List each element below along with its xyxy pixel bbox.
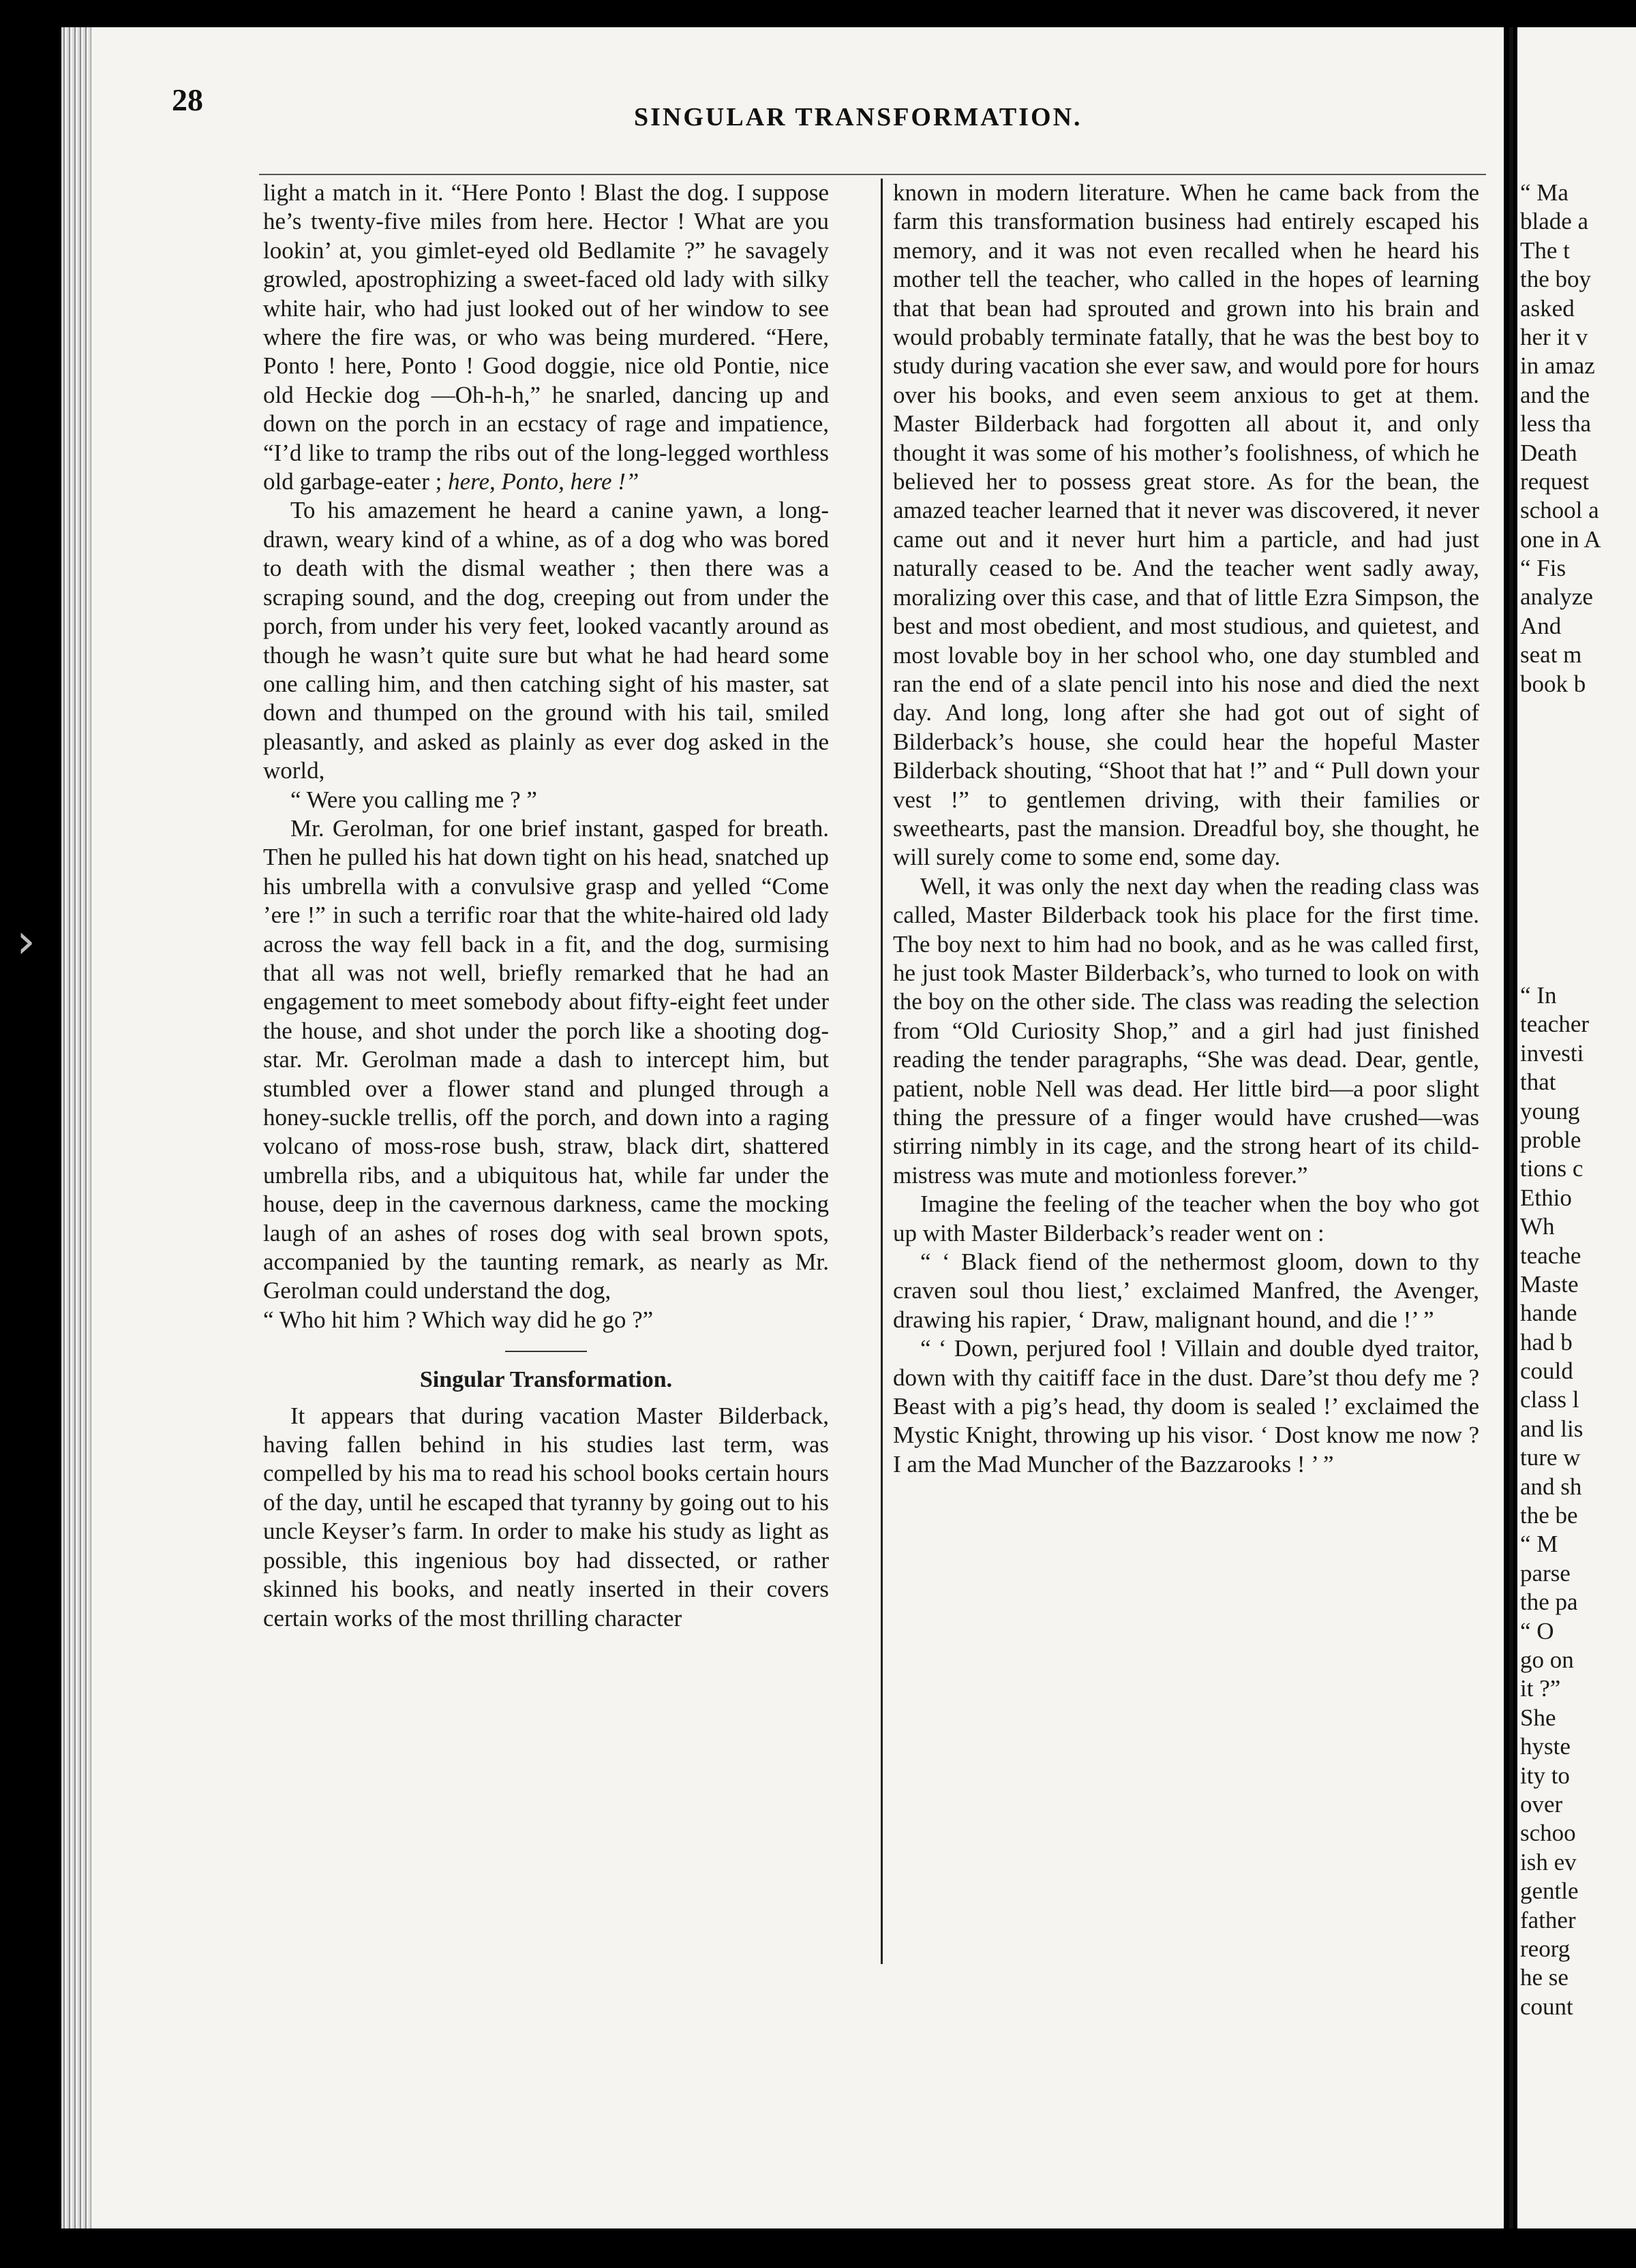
book-page-edges (61, 27, 91, 2228)
adjacent-page-fragments-top (1520, 179, 1636, 699)
column-divider (881, 179, 883, 1964)
adjacent-page-line: request (1520, 468, 1590, 495)
adjacent-page-line: and sh (1520, 1473, 1582, 1500)
adjacent-page-line: teacher (1520, 1011, 1590, 1038)
adjacent-page-line: “ O (1520, 1617, 1554, 1644)
adjacent-page-line: had b (1520, 1328, 1573, 1355)
adjacent-page-line: investi (1520, 1039, 1584, 1067)
adjacent-page-line: teache (1520, 1242, 1581, 1269)
text-column-left (263, 179, 829, 1633)
adjacent-page (1517, 27, 1636, 2228)
adjacent-page-line: less tha (1520, 410, 1592, 438)
adjacent-page-line: hande (1520, 1300, 1577, 1327)
adjacent-page-line: he se (1520, 1964, 1569, 1991)
adjacent-page-line: Ethio (1520, 1184, 1572, 1211)
paragraph-text: light a match in it. “Here Ponto ! Blast the dog. I suppose he’s twenty-five miles from here. Hector ! What are you lookin’ at, you gimlet-eyed old Bedlamite ?” he savagely growled, apostrophizing a sweet-faced old lady with silky white hair, who had just looked out of her window to see where the fire was, or who was being murdered. “Here, Ponto ! here, Ponto ! Good doggie, nice old Pontie, nice old Heckie dog —Oh-h-h,” he snarled, dancing up and down on the porch in an ecstacy of rage and impatience, “I’d like to tramp the ribs out of the long-legged worthless old garbage-eater ; (263, 179, 829, 495)
paragraph: To his amazement he heard a canine yawn, a long-drawn, weary kind of a whine, as of a dog who was bored to death with the dismal weather ; then there was a scraping sound, and the dog, creeping out from under the porch, from under his very feet, looked vacantly around as though he wasn’t quite sure but what he had heard some one calling him, and then catching sight of his master, sat down and thumped on the ground with his tail, smiled pleasantly, and asked as plainly as ever dog asked in the world, (263, 497, 829, 784)
paragraph: Imagine the feeling of the teacher when the boy who got up with Master Bilderback’s reader went on : (893, 1191, 1479, 1246)
section-title: Singular Transformation. (263, 1351, 829, 1394)
adjacent-page-line: young (1520, 1097, 1580, 1124)
adjacent-page-line: parse (1520, 1559, 1571, 1587)
adjacent-page-line: Death (1520, 439, 1577, 466)
adjacent-page-line: seat m (1520, 641, 1582, 669)
adjacent-page-line: the pa (1520, 1589, 1578, 1616)
adjacent-page-line: that (1520, 1069, 1556, 1096)
paragraph: “ Who hit him ? Which way did he go ?” (263, 1306, 654, 1333)
adjacent-page-line: could (1520, 1358, 1573, 1385)
paragraph: “ ‘ Down, perjured fool ! Villain and double dyed traitor, down with thy caitiff face in the dust. Dare’st thou defy me ? Beast with a pig’s head, thy doom is sealed !’ exclaimed the Mystic Knight, throwing up his visor. ‘ Dost know me now ? I am the Mad Muncher of the Bazzarooks ! ’ ” (893, 1335, 1479, 1477)
paragraph (263, 179, 829, 496)
adjacent-page-line: asked (1520, 294, 1575, 322)
paragraph: Mr. Gerolman, for one brief instant, gasped for breath. Then he pulled his hat down tight on his head, snatched up his umbrella with a convulsive grasp and yelled “Come ’ere !” in such a terrific roar that the white-haired old lady across the way fell back in a fit, and the dog, surmising that all was not well, briefly remarked that he had an engagement to meet somebody about fifty-eight feet under the house, and shot under the porch like a shooting dog-star. Mr. Gerolman made a dash to intercept him, but stumbled over a flower stand and plunged through a honey-suckle trellis, off the porch, and down into a raging volcano of moss-rose bush, straw, black dirt, shattered umbrella ribs, and a ubiquitous hat, while far under the house, deep in the cavernous darkness, came the mocking laugh of an ashes of roses dog with seal brown spots, accompanied by the taunting remark, as nearly as Mr. Gerolman could understand the dog, (263, 814, 829, 1304)
adjacent-page-line: blade a (1520, 208, 1589, 235)
adjacent-page-line: over (1520, 1790, 1563, 1818)
adjacent-page-line: ish ev (1520, 1848, 1577, 1875)
adjacent-page-line: her it v (1520, 323, 1588, 350)
italic-text: here, Ponto, here !” (448, 468, 639, 495)
adjacent-page-line: father (1520, 1906, 1576, 1933)
adjacent-page-line: schoo (1520, 1820, 1576, 1847)
chevron-right-icon: › (16, 913, 35, 969)
adjacent-page-line: ity to (1520, 1762, 1570, 1789)
paragraph: “ ‘ Black fiend of the nethermost gloom, down to thy craven soul thou liest,’ exclaimed Manfred, the Avenger, drawing his rapier, ‘ Draw, malignant hound, and die !’ ” (893, 1248, 1479, 1333)
adjacent-page-line: “ M (1520, 1531, 1558, 1558)
adjacent-page-line: the boy (1520, 266, 1592, 293)
paragraph: It appears that during vacation Master Bilderback, having fallen behind in his studies last term, was compelled by his ma to read his school books certain hours of the day, until he escaped that tyranny by going out to his uncle Keyser’s farm. In order to make his study as light as possible, this ingenious boy had dissected, or rather skinned his books, and neatly inserted in their covers certain works of the most thrilling character (263, 1402, 829, 1631)
adjacent-page-line: go on (1520, 1646, 1574, 1673)
adjacent-page-line: analyze (1520, 583, 1593, 611)
adjacent-page-line: school a (1520, 497, 1599, 524)
adjacent-page-line: ture w (1520, 1444, 1581, 1471)
adjacent-page-fragments-bottom (1520, 981, 1636, 2021)
adjacent-page-line: the be (1520, 1502, 1578, 1529)
adjacent-page-line: She (1520, 1704, 1556, 1731)
page-gutter (1509, 27, 1513, 2228)
adjacent-page-line: “ In (1520, 982, 1557, 1009)
adjacent-page-line: and lis (1520, 1415, 1584, 1442)
adjacent-page-line: book b (1520, 670, 1586, 697)
adjacent-page-line: Wh (1520, 1213, 1555, 1240)
adjacent-page-line: The t (1520, 236, 1570, 264)
running-head: SINGULAR TRANSFORMATION. (634, 103, 1082, 132)
adjacent-page-line: in amaz (1520, 352, 1595, 380)
adjacent-page-line: And (1520, 612, 1562, 639)
adjacent-page-line: proble (1520, 1126, 1581, 1153)
page-number: 28 (172, 82, 203, 117)
adjacent-page-line: “ Fis (1520, 555, 1566, 582)
adjacent-page-line: reorg (1520, 1935, 1571, 1962)
adjacent-page-line: gentle (1520, 1878, 1579, 1905)
adjacent-page-line: “ Ma (1520, 179, 1569, 206)
adjacent-page-line: count (1520, 1993, 1573, 2020)
paragraph: “ Were you calling me ? ” (290, 786, 537, 813)
paragraph: known in modern literature. When he came back from the farm this transformation business had entirely escaped his memory, and it was not even recalled when he heard his mother tell the teacher, who called in the hopes of learning that that bean had sprouted and grown into his brain and would probably terminate fatally, that he was the best boy to study during vacation she ever saw, and would pore for hours over his books, and even seem anxious to get at them. Master Bilderback had forgotten all about it, and only thought it was some of his mother’s foolishness, of which he believed her to possess great store. As for the bean, the amazed teacher learned that it never was discovered, it never came out and it never hurt him a particle, and had just naturally ceased to be. And the teacher went sadly away, moralizing over this case, and that of little Ezra Simpson, the best and most obedient, and most studious, and quietest, and most lovable boy in her school who, one day stumbled and ran the end of a slate pencil into his nose and died the next day. And long, long after she had got out of sight of Bilderback’s house, she could hear the hopeful Master Bilderback shouting, “Shoot that hat !” and “ Pull down your vest !” to gentlemen driving, with their families or sweethearts, past the mansion. Dreadful boy, she thought, he will surely come to some end, some day. (893, 179, 1479, 871)
paragraph: Well, it was only the next day when the reading class was called, Master Bilderback took his place for the first time. The boy next to him had no book, and as he was called first, he just took Master Bilderback’s, who turned to look on with the boy on the other side. The class was reading the selection from “Old Curiosity Shop,” and a girl had just finished reading the tender paragraphs, “She was dead. Dear, gentle, patient, noble Nell was dead. Her little bird—a poor slight thing the pressure of a finger would have crushed—was stirring nimbly in its cage, and the strong heart of its child-mistress was mute and motionless forever.” (893, 872, 1479, 1189)
adjacent-page-line: tions c (1520, 1155, 1584, 1182)
adjacent-page-line: hyste (1520, 1733, 1571, 1760)
adjacent-page-line: it ?” (1520, 1675, 1561, 1702)
adjacent-page-line: one in A (1520, 525, 1601, 553)
text-column-right (893, 179, 1479, 1479)
adjacent-page-line: and the (1520, 381, 1590, 408)
adjacent-page-line: Maste (1520, 1270, 1579, 1298)
adjacent-page-line: class l (1520, 1386, 1579, 1413)
header-rule (259, 174, 1486, 175)
